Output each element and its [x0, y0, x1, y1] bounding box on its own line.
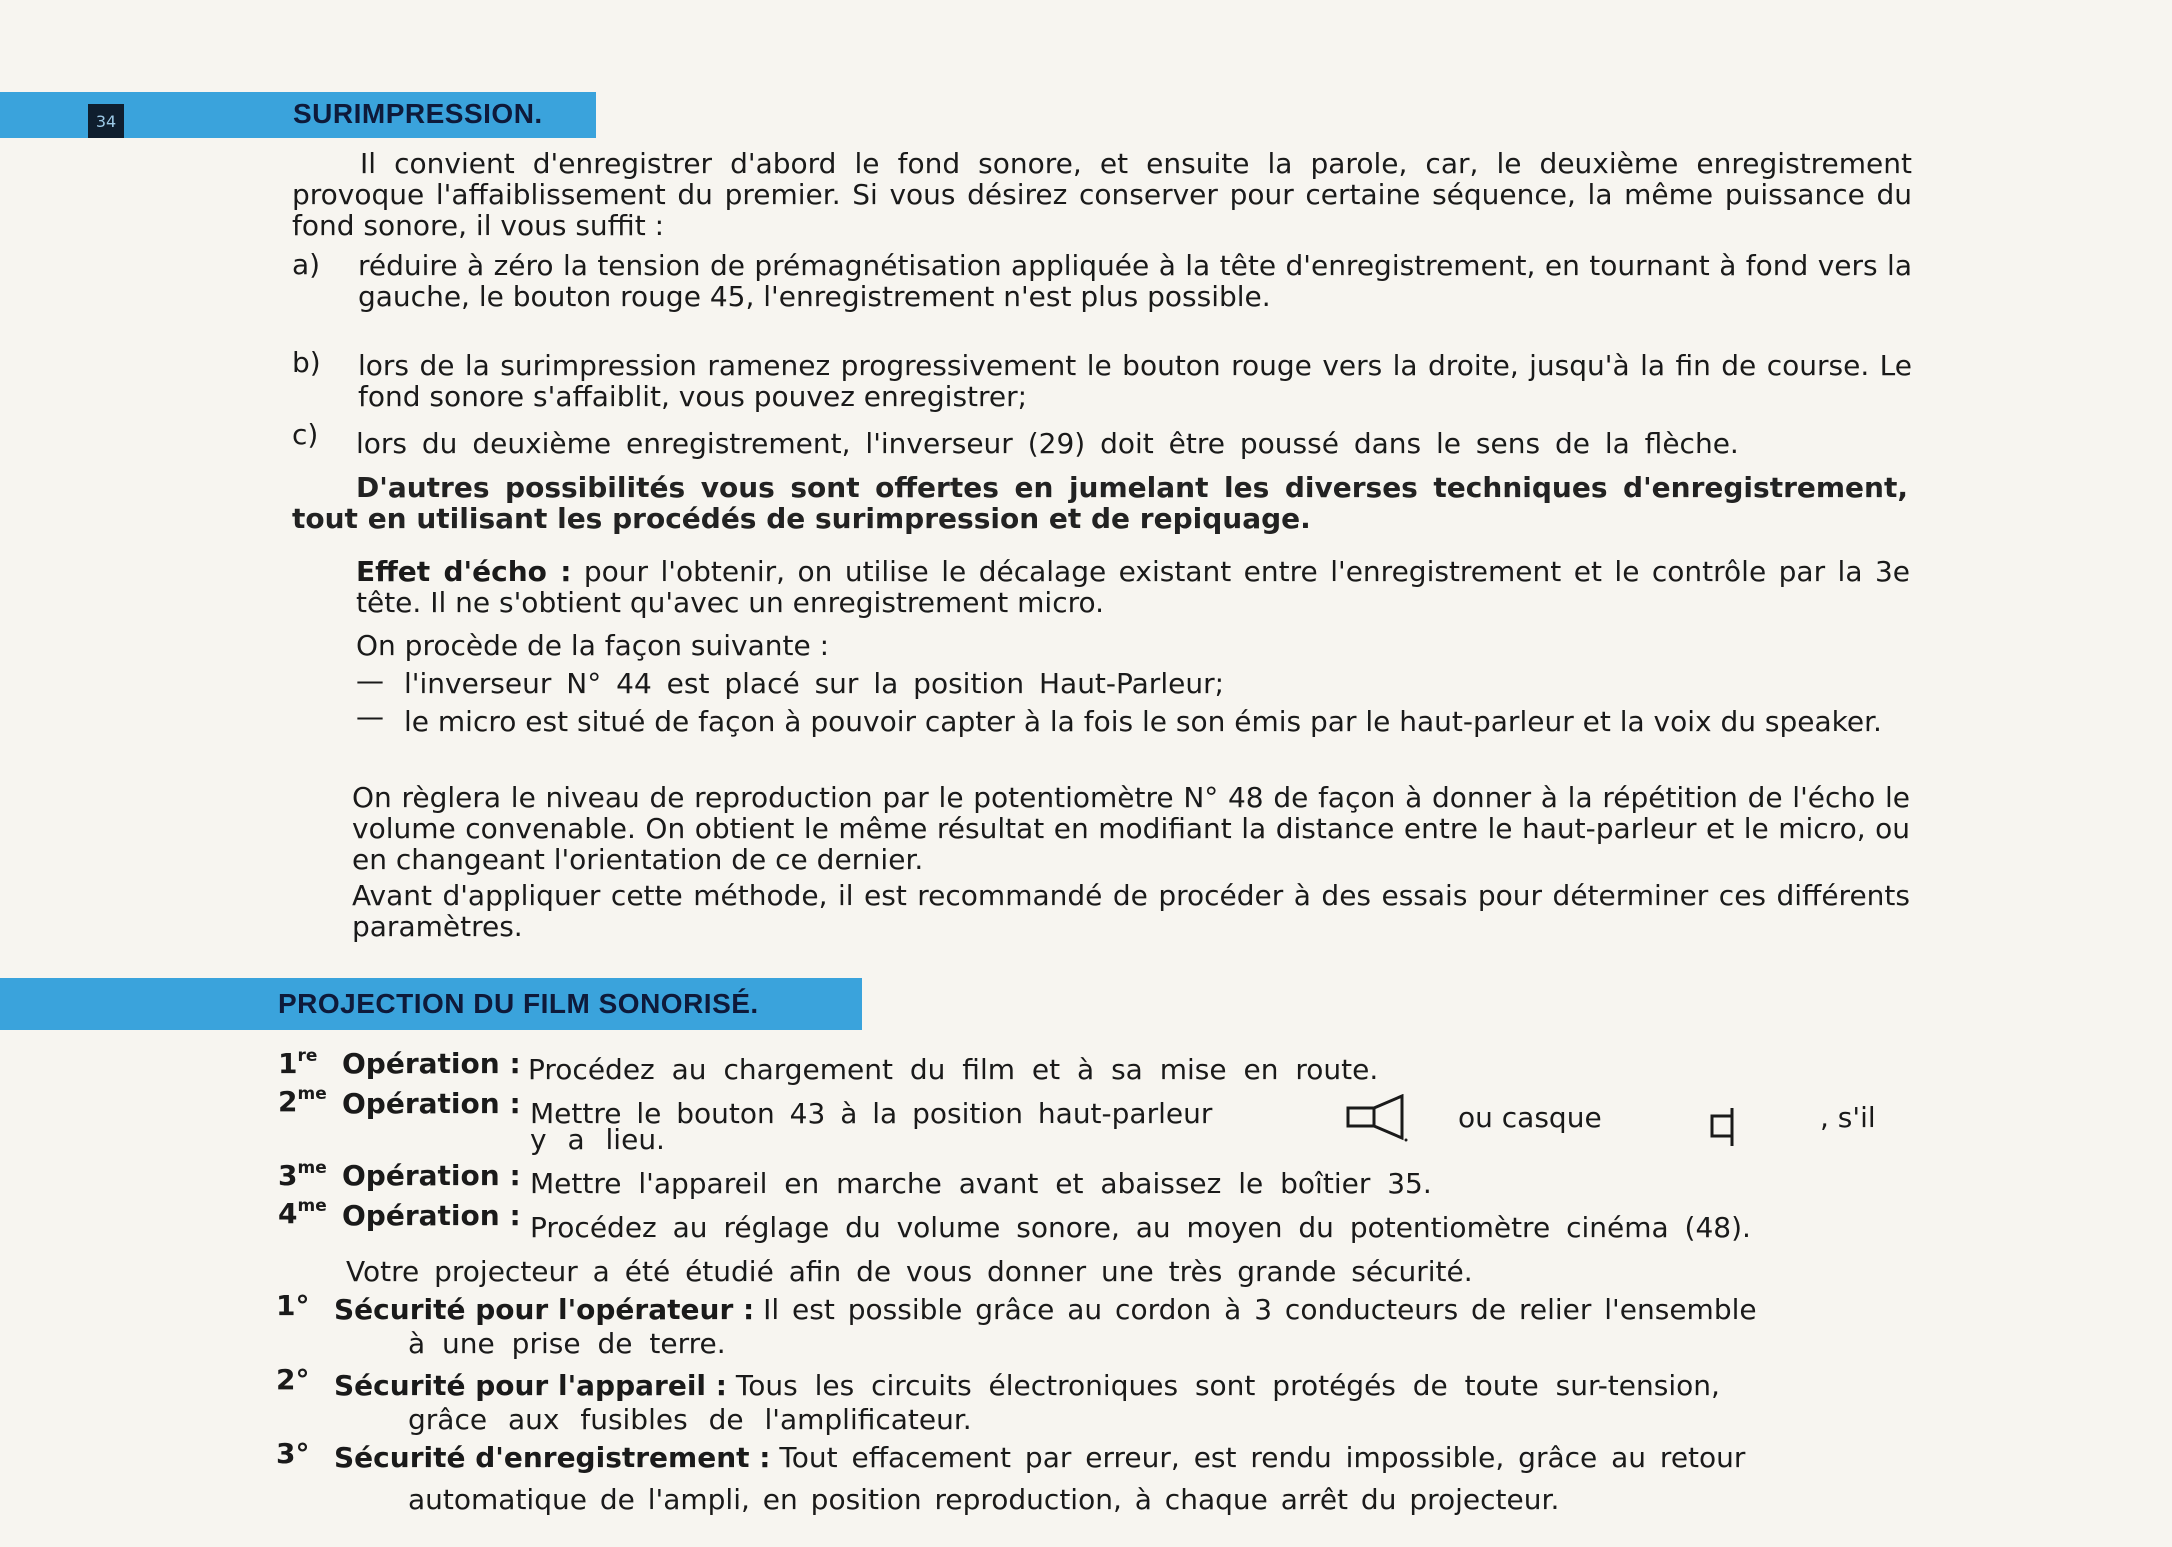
security-3-label: Sécurité d'enregistrement : — [334, 1441, 771, 1474]
echo-text: pour l'obtenir, on utilise le décalage existant entre l'enregistrement et le contrôle par la 3e tête. Il ne s'obtient qu'avec un enregistrement micro. — [356, 555, 1911, 619]
security-3-text: Tout effacement par erreur, est rendu impossible, grâce au retour — [779, 1441, 1746, 1474]
security-2 — [334, 1370, 1720, 1401]
operation-2-text: Mettre le bouton 43 à la position haut-parleur — [530, 1097, 1213, 1130]
list-item-a: réduire à zéro la tension de prémagnétisation appliquée à la tête d'enregistrement, en tournant à fond vers la gauche, le bouton rouge 45, l'enregistrement n'est plus possible. — [358, 249, 1912, 313]
speaker-icon — [1346, 1094, 1408, 1150]
operation-2-number: $2^{me}$ — [278, 1084, 327, 1118]
security-intro: Votre projecteur a été étudié afin de vous donner une très grande sécurité. — [346, 1255, 1473, 1288]
intro-text: Il convient d'enregistrer d'abord le fond sonore, et ensuite la parole, car, le deuxième enregistrement provoque l'affaiblissement du premier. Si vous désirez conserver pour certaine séquence, la même puissance du fond sonore, il vous suffit : — [292, 147, 1912, 242]
intro-paragraph — [292, 148, 1912, 241]
section-title-projection: PROJECTION DU FILM SONORISÉ. — [278, 988, 759, 1019]
operation-3-label: Opération : — [342, 1159, 521, 1192]
procedure-intro: On procède de la façon suivante : — [356, 629, 830, 662]
list-item-b: lors de la surimpression ramenez progressivement le bouton rouge vers la droite, jusqu'à la fin de course. Le fond sonore s'affaiblit, vous pouvez enregistrer; — [358, 349, 1912, 413]
before-paragraph: Avant d'appliquer cette méthode, il est recommandé de procéder à des essais pour déterminer ces différents paramètres. — [352, 879, 1910, 943]
operation-1-text: Procédez au chargement du film et à sa mise en route. — [528, 1053, 1379, 1086]
headphone-icon — [1708, 1106, 1742, 1154]
other-possibilities-paragraph: D'autres possibilités vous sont offertes en jumelant les diverses techniques d'enregistrement, tout en utilisant les procédés de surimpression et de repiquage. — [292, 471, 1908, 535]
dash-item-1: l'inverseur N° 44 est placé sur la position Haut-Parleur; — [404, 667, 1225, 700]
list-item-c: lors du deuxième enregistrement, l'inverseur (29) doit être poussé dans le sens de la flèche. — [356, 427, 1739, 460]
dash-item-2: le micro est situé de façon à pouvoir capter à la fois le son émis par le haut-parleur et la voix du speaker. — [404, 705, 1882, 738]
security-3-line2: automatique de l'ampli, en position reproduction, à chaque arrêt du projecteur. — [408, 1483, 1560, 1516]
page-number: 34 — [88, 104, 124, 138]
dash-marker-2: — — [356, 700, 384, 733]
security-1-label: Sécurité pour l'opérateur : — [334, 1293, 755, 1326]
operation-1-number: 1re — [278, 1046, 318, 1080]
security-1-text: Il est possible grâce au cordon à 3 conducteurs de relier l'ensemble — [763, 1293, 1757, 1326]
operation-4-label: Opération : — [342, 1199, 521, 1232]
security-2-label: Sécurité pour l'appareil : — [334, 1369, 727, 1402]
echo-paragraph — [356, 556, 1910, 618]
adjust-paragraph: On règlera le niveau de reproduction par le potentiomètre N° 48 de façon à donner à la répétition de l'écho le volume convenable. On obtient le même résultat en modifiant la distance entre le haut-parleur et le micro, ou en changeant l'orientation de ce dernier. — [352, 781, 1910, 876]
operation-2-label: Opération : — [342, 1087, 521, 1120]
echo-label: Effet d'écho : — [356, 555, 572, 588]
operation-3-text: Mettre l'appareil en marche avant et abaissez le boîtier 35. — [530, 1167, 1432, 1200]
dash-marker-1: — — [356, 664, 384, 697]
security-1-number: 1° — [276, 1289, 310, 1322]
list-label-b: b) — [292, 346, 321, 379]
security-3 — [334, 1442, 1745, 1473]
operation-2-text-line2: y a lieu. — [530, 1123, 665, 1156]
security-2-text: Tous les circuits électroniques sont protégés de toute sur-tension, — [735, 1369, 1720, 1402]
operation-1-label: Opération : — [342, 1047, 521, 1080]
security-2-line2: grâce aux fusibles de l'amplificateur. — [408, 1403, 972, 1436]
operation-3-number: $3^{me}$ — [278, 1158, 327, 1192]
security-3-number: 3° — [276, 1437, 310, 1470]
operation-2-text-mid: ou casque — [1458, 1101, 1602, 1134]
security-1-line2: à une prise de terre. — [408, 1327, 726, 1360]
security-1 — [334, 1294, 1757, 1325]
operation-2-text-end: , s'il — [1820, 1101, 1876, 1134]
operation-4-text: Procédez au réglage du volume sonore, au moyen du potentiomètre cinéma (48). — [530, 1211, 1751, 1244]
section-title-surimpression: SURIMPRESSION. — [293, 98, 543, 129]
list-label-c: c) — [292, 418, 319, 451]
list-label-a: a) — [292, 248, 321, 281]
operation-4-number: $4^{me}$ — [278, 1196, 327, 1230]
security-2-number: 2° — [276, 1363, 310, 1396]
